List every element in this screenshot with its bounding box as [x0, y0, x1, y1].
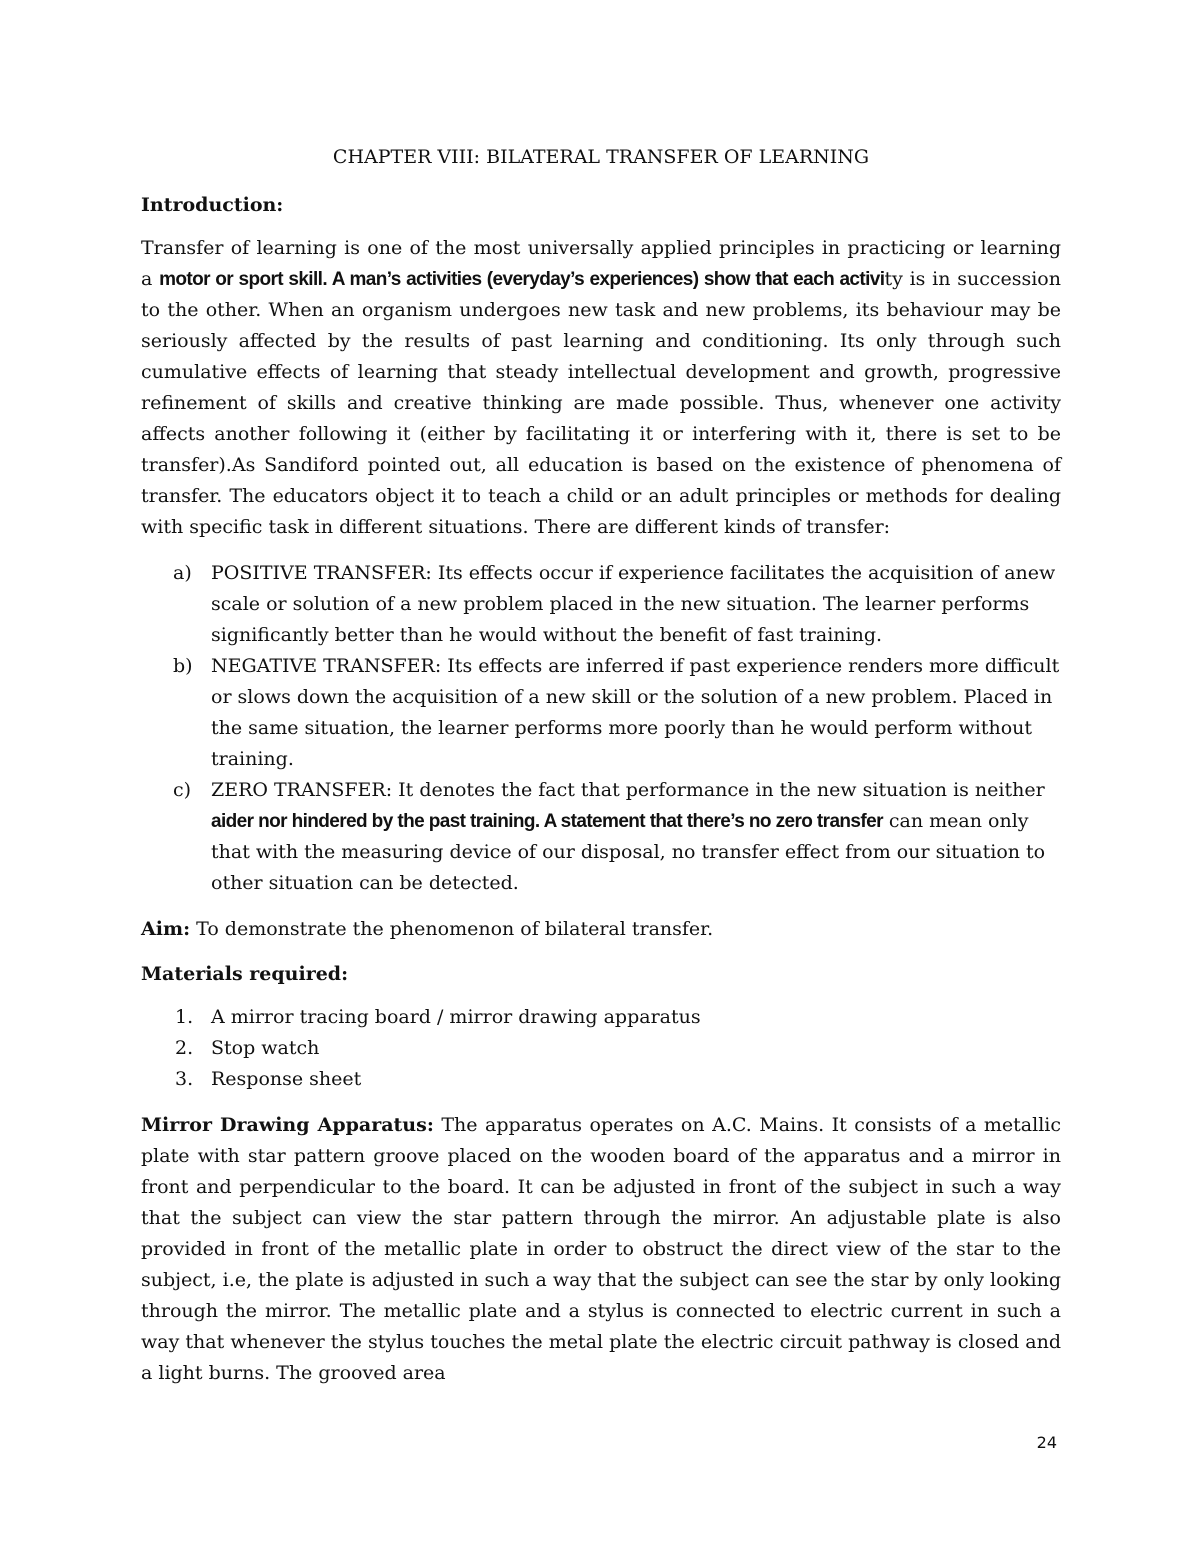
list-marker: 1.: [175, 1006, 194, 1028]
list-item: [141, 775, 1061, 899]
list-item-text: ZERO TRANSFER: It denotes the fact that performance in the new situation is neither: [211, 779, 1045, 801]
list-item: [141, 651, 1061, 775]
list-marker: c): [173, 779, 192, 801]
transfer-kinds-list: [141, 558, 1061, 899]
list-marker: 2.: [175, 1037, 194, 1059]
list-marker: 3.: [175, 1068, 194, 1090]
list-item: [141, 1064, 1061, 1095]
apparatus-paragraph: [141, 1110, 1061, 1389]
materials-heading: Materials required:: [141, 963, 349, 985]
page-number: 24: [1036, 1433, 1057, 1452]
list-item-text: POSITIVE TRANSFER: Its effects occur if experience facilitates the acquisition of anew scale or solution of a new problem placed in the new situation. The learner performs significantly better than he would without the benefit of fast training.: [211, 562, 1056, 646]
chapter-title: CHAPTER VIII: BILATERAL TRANSFER OF LEARNING: [332, 146, 870, 168]
list-marker: b): [173, 655, 193, 677]
list-item-text: NEGATIVE TRANSFER: Its effects are inferred if past experience renders more difficult or slows down the acquisition of a new skill or the solution of a new problem. Placed in the same situation, the learner performs more poorly than he would perform without training.: [211, 655, 1060, 770]
aim-text: To demonstrate the phenomenon of bilateral transfer.: [190, 918, 714, 940]
introduction-bold-text: motor or sport skill. A man’s activities (everyday’s experiences) show that each activi: [159, 269, 885, 290]
list-item: [141, 1033, 1061, 1064]
introduction-text-start: Transfer of learning is one of the most universally applied principles in practicing or learning a: [141, 237, 1061, 290]
aim-section: [141, 914, 1061, 945]
aim-label: Aim:: [141, 918, 191, 940]
list-item: [141, 1002, 1061, 1033]
list-item-text: Stop watch: [211, 1037, 320, 1059]
materials-list: [141, 1002, 1061, 1095]
list-item-text: A mirror tracing board / mirror drawing apparatus: [211, 1006, 701, 1028]
apparatus-text: The apparatus operates on A.C. Mains. It consists of a metallic plate with star pattern groove placed on the wooden board of the apparatus and a mirror in front and perpendicular to the board. It can be adjusted in front of the subject in such a way that the subject can view the star pattern through the mirror. An adjustable plate is also provided in front of the metallic plate in order to obstruct the direct view of the star to the subject, i.e, the plate is adjusted in such a way that the subject can see the star by only looking through the mirror. The metallic plate and a stylus is connected to electric current in such a way that whenever the stylus touches the metal plate the electric circuit pathway is closed and a light burns. The grooved area: [141, 1114, 1061, 1384]
introduction-text-rest: ty is in succession to the other. When an organism undergoes new task and new problems, its behaviour may be seriously affected by the results of past learning and conditioning. Its only through such cumulative effects of learning that steady intellectual development and growth, progressive refinement of skills and creative thinking are made possible. Thus, whenever one activity affects another following it (either by facilitating it or interfering with it, there is set to be transfer).As Sandiford pointed out, all education is based on the existence of phenomena of transfer. The educators object it to teach a child or an adult principles or methods for dealing with specific task in different situations. There are different kinds of transfer:: [141, 268, 1061, 538]
list-marker: a): [173, 562, 192, 584]
list-item: [141, 558, 1061, 651]
list-item-bold-text: aider nor hindered by the past training. A statement that there’s no zero transfer: [211, 811, 883, 832]
apparatus-label: Mirror Drawing Apparatus:: [141, 1114, 434, 1136]
introduction-paragraph: [141, 233, 1061, 543]
introduction-heading: Introduction:: [141, 194, 284, 216]
list-item-text: Response sheet: [211, 1068, 362, 1090]
page-content: [141, 143, 1061, 1404]
list-item-text-end: can mean only that with the measuring device of our disposal, no transfer effect from our situation to other situation can be detected.: [211, 810, 1046, 894]
